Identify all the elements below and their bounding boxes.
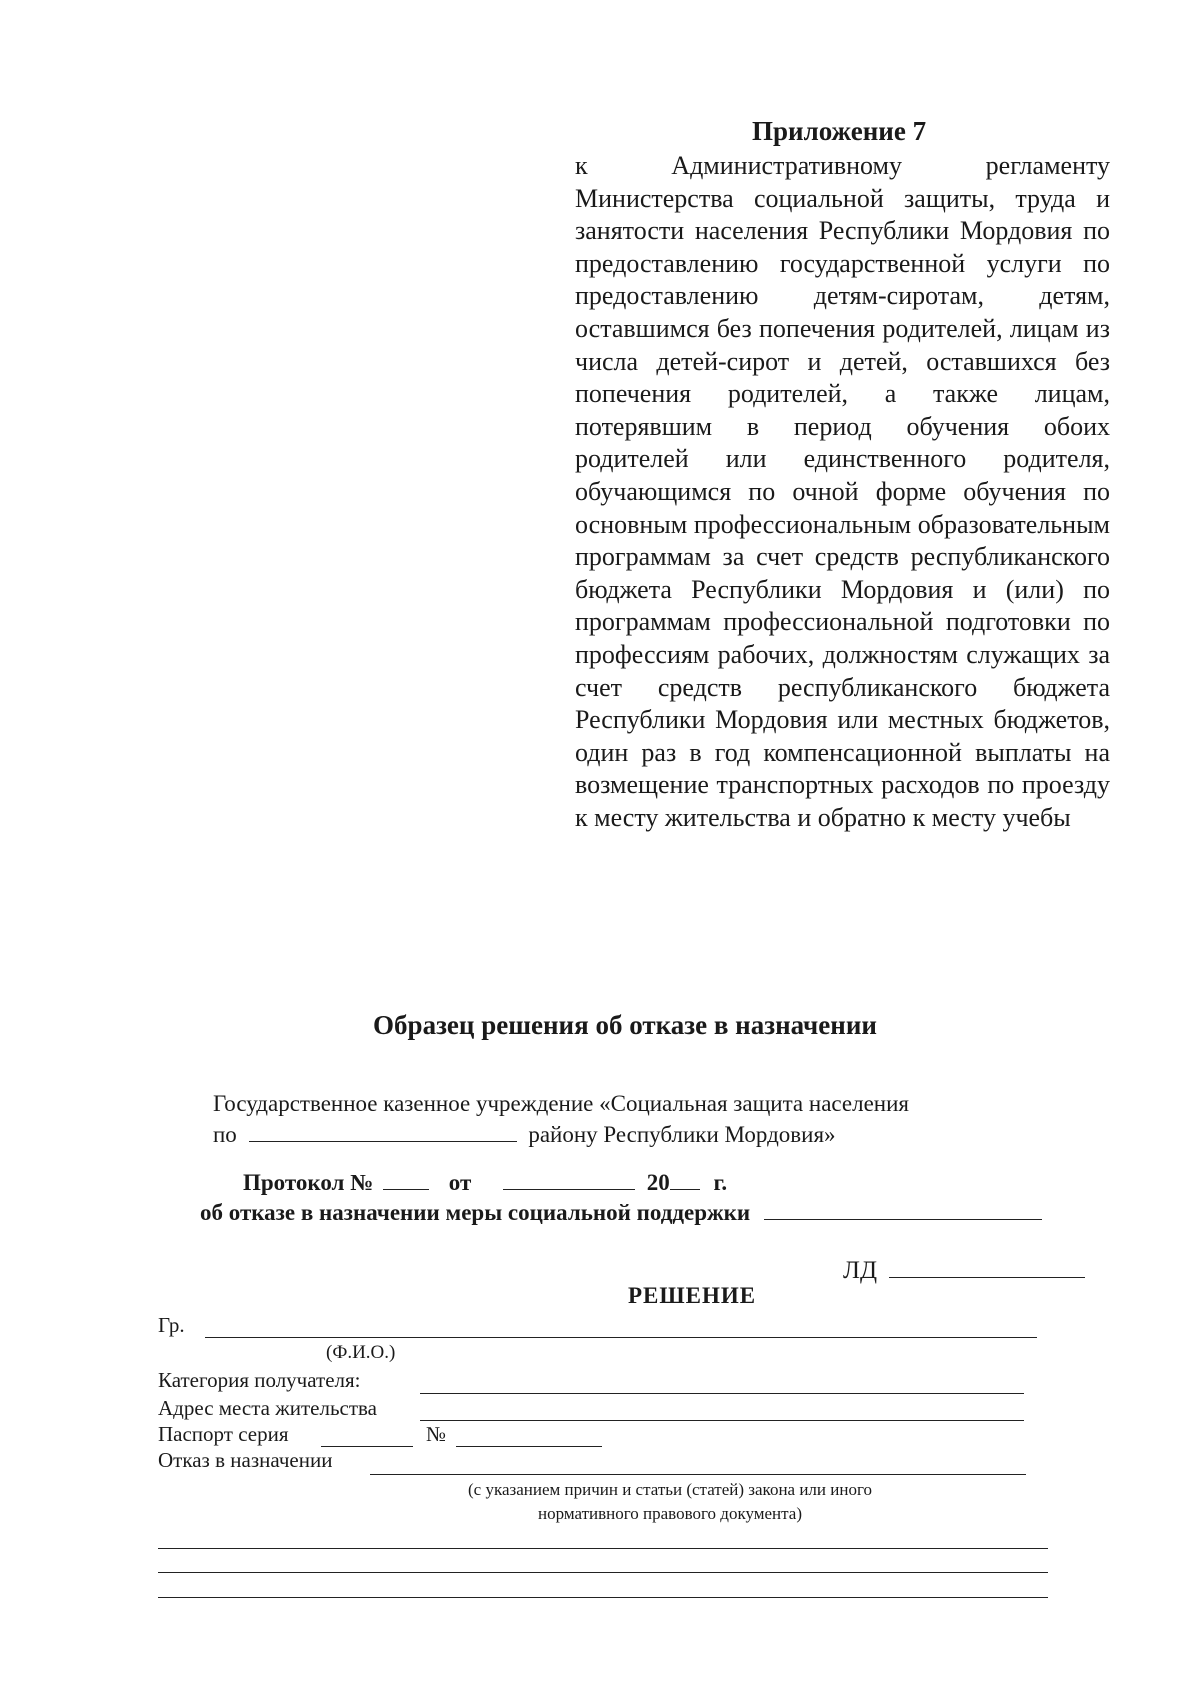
refusal-extra-line-1[interactable]	[158, 1548, 1048, 1549]
ld-field[interactable]	[889, 1276, 1085, 1278]
refusal-label: Отказ в назначении	[158, 1448, 333, 1472]
refusal-hint-line1: (с указанием причин и статьи (статей) закона или иного	[467, 1480, 873, 1499]
citizen-row	[158, 1313, 185, 1338]
protocol-year: 20	[646, 1170, 670, 1195]
category-label: Категория получателя:	[158, 1368, 361, 1392]
appendix-title: Приложение 7	[752, 116, 927, 146]
protocol-year-suffix: г.	[713, 1170, 728, 1195]
passport-series-field[interactable]	[321, 1446, 413, 1447]
protocol-label: Протокол №	[243, 1170, 374, 1195]
refusal-extra-line-3[interactable]	[158, 1597, 1048, 1598]
decision-title: РЕШЕНИЕ	[628, 1283, 757, 1308]
appendix-body: к Административному регламенту Министерства социальной защиты, труда и занятости населения Республики Мордовия по предоставлению государственной услуги по предоставлению детям-сиротам, детям, оставшимся без попечения родителей, лицам из числа детей-сирот и детей, оставшихся без попечения родителей, а также лицам, потерявшим в период обучения обоих родителей или единственного родителя, обучающимся по очной форме обучения по основным профессиональным образовательным программам за счет средств республиканского бюджета Республики Мордовия и (или) по программам профессиональной подготовки по профессиям рабочих, должностям служащих за счет средств республиканского бюджета Республики Мордовия или местных бюджетов, один раз в год компенсационной выплаты на возмещение транспортных расходов по проезду к месту жительства и обратно к месту учебы	[575, 151, 1110, 832]
refusal-row	[158, 1448, 332, 1473]
address-label: Адрес места жительства	[158, 1396, 377, 1420]
protocol-year-field[interactable]	[670, 1188, 700, 1190]
protocol-line	[243, 1170, 727, 1196]
protocol-subject-line	[200, 1200, 1042, 1226]
protocol-from-label: от	[448, 1170, 472, 1195]
refusal-extra-line-2[interactable]	[158, 1572, 1048, 1573]
passport-number-field[interactable]	[456, 1446, 602, 1447]
fio-hint: (Ф.И.О.)	[326, 1342, 396, 1363]
passport-number-label: №	[426, 1422, 447, 1446]
district-field[interactable]	[249, 1140, 517, 1142]
organization-block	[213, 1088, 909, 1150]
organization-suffix: району Республики Мордовия»	[528, 1122, 836, 1147]
support-measure-field[interactable]	[764, 1218, 1042, 1220]
refusal-field[interactable]	[370, 1474, 1026, 1475]
protocol-date-field[interactable]	[503, 1188, 635, 1190]
organization-line1: Государственное казенное учреждение «Социальная защита населения	[213, 1091, 909, 1116]
ld-label: ЛД	[843, 1257, 878, 1284]
protocol-subject-label: об отказе в назначении меры социальной поддержки	[200, 1200, 751, 1225]
address-field[interactable]	[420, 1420, 1024, 1421]
refusal-hint	[410, 1478, 930, 1526]
protocol-number-field[interactable]	[383, 1188, 429, 1190]
document-title: Образец решения об отказе в назначении	[373, 1010, 877, 1040]
organization-prefix: по	[213, 1122, 237, 1147]
category-field[interactable]	[420, 1393, 1024, 1394]
category-row	[158, 1368, 361, 1393]
passport-label: Паспорт серия	[158, 1422, 289, 1446]
passport-row	[158, 1422, 289, 1447]
address-row	[158, 1396, 377, 1421]
citizen-label: Гр.	[158, 1313, 185, 1337]
personal-file-line	[843, 1257, 1085, 1285]
citizen-field[interactable]	[205, 1337, 1037, 1338]
refusal-hint-line2: нормативного правового документа)	[538, 1504, 802, 1523]
